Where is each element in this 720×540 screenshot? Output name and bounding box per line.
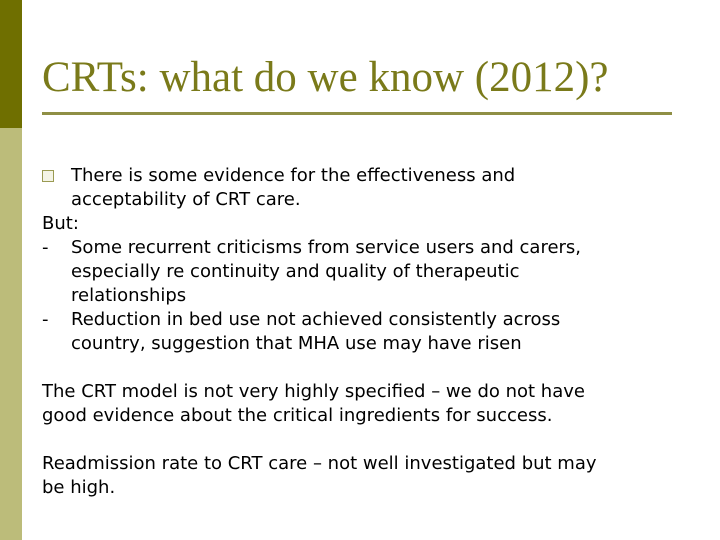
slide-body [42,164,682,500]
dash-item-reduction [42,308,682,356]
paragraph-gap [42,428,682,452]
bullet-evidence-line-1: There is some evidence for the effectiveness and [71,165,516,186]
paragraph-gap [42,356,682,380]
paragraph-readmission [42,452,682,500]
paragraph-model [42,380,682,428]
square-bullet-icon [42,170,54,182]
reduction-line-1: Reduction in bed use not achieved consistently across [71,309,561,330]
dash-item-criticisms [42,236,682,308]
dash-marker: - [42,309,49,330]
model-line-1: The CRT model is not very highly specified – we do not have [42,381,585,402]
bullet-evidence-line-2: acceptability of CRT care. [71,189,301,210]
slide-title: CRTs: what do we know (2012)? [42,54,609,101]
bullet-evidence [42,164,682,212]
sidebar-accent-top [0,0,22,128]
readmission-line-1: Readmission rate to CRT care – not well investigated but may [42,453,597,474]
but-label: But: [42,213,79,234]
dash-marker: - [42,237,49,258]
model-line-2: good evidence about the critical ingredients for success. [42,405,553,426]
criticisms-line-2: especially re continuity and quality of therapeutic [71,261,520,282]
criticisms-line-3: relationships [71,285,187,306]
criticisms-line-1: Some recurrent criticisms from service users and carers, [71,237,582,258]
readmission-line-2: be high. [42,477,116,498]
reduction-line-2: country, suggestion that MHA use may have risen [71,333,522,354]
title-underline [42,112,672,115]
